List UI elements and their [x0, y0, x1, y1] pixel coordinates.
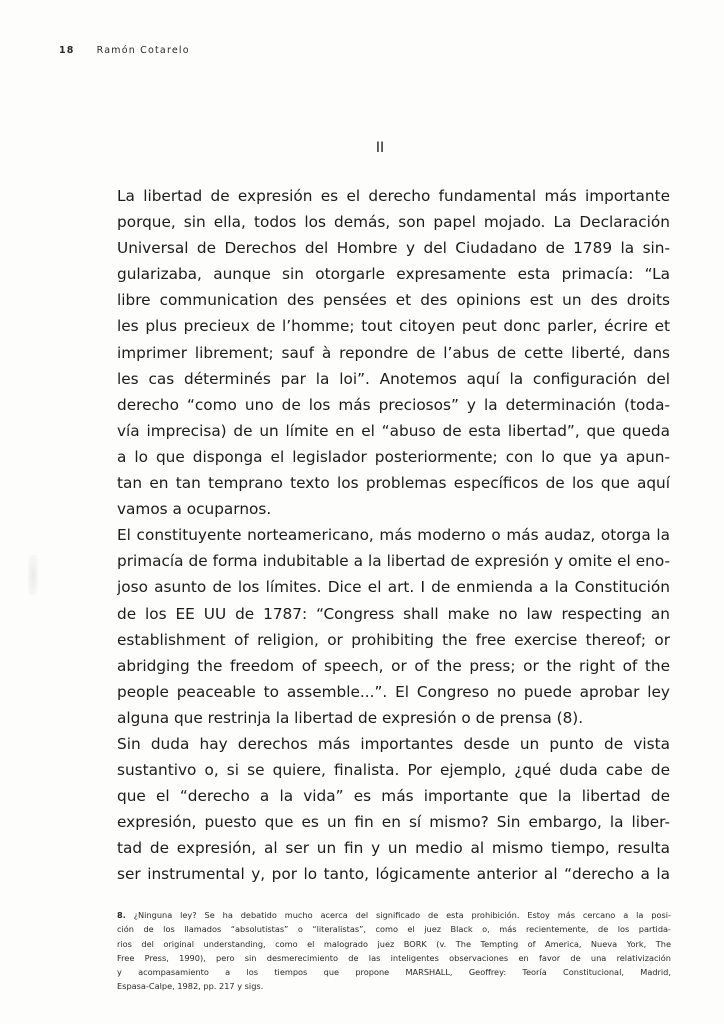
body-line: establishment of religion, or prohibiting the free exercise thereof; or [117, 630, 670, 649]
body-line: El constituyente norteamericano, más moderno o más audaz, otorga la [117, 526, 670, 545]
body-line: La libertad de expresión es el derecho fundamental más importante [117, 187, 670, 205]
body-line: gularizaba, aunque sin otorgarle expresamente esta primacía: “La [117, 265, 670, 284]
body-line: vamos a ocuparnos. [117, 500, 272, 519]
body-line: tad de expresión, al ser un fin y un medio al mismo tiempo, resulta [117, 839, 670, 858]
section-numeral: II [375, 140, 385, 156]
running-head-author: Ramón Cotarelo [96, 45, 190, 56]
body-line: imprimer librement; sauf à repondre de l’abus de cette liberté, dans [117, 343, 670, 362]
body-line: libre communication des pensées et des opinions est un des droits [117, 291, 670, 310]
footnote-line: Espasa-Calpe, 1982, pp. 217 y sigs. [117, 981, 264, 992]
body-line: vía imprecisa) de un límite en el “abuso de esta libertad”, que queda [117, 421, 670, 440]
footnote-number: 8. [117, 910, 126, 920]
body-line: abridging the freedom of speech, or of the press; or the right of the [117, 656, 670, 675]
footnote-line: ción de los llamados “absolutistas” o “literalistas”, como el juez Black o, más recientemente, de los partida- [117, 924, 671, 935]
body-text [117, 183, 670, 888]
body-line: tan en tan temprano texto los problemas específicos de los que aquí [117, 474, 670, 493]
body-line: Sin duda hay derechos más importantes desde un punto de vista [117, 734, 670, 753]
page-number: 18 [59, 45, 75, 56]
body-line: les plus precieux de l’homme; tout citoyen peut donc parler, écrire et [117, 317, 670, 336]
body-line: joso asunto de los límites. Dice el art. I de enmienda a la Constitución [117, 578, 670, 597]
body-line: primacía de forma indubitable a la libertad de expresión y omite el eno- [117, 552, 670, 571]
footnote-text: ¿Ninguna ley? Se ha debatido mucho acerca del significado de esta prohibición. Estoy más cercano a la posi- [133, 910, 671, 920]
body-line: Universal de Derechos del Hombre y del Ciudadano de 1789 la sin- [117, 239, 670, 258]
body-line: derecho “como uno de los más preciosos” y la determinación (toda- [117, 395, 670, 414]
footnote [117, 908, 671, 994]
footnote-line: Free Press, 1990), pero sin desmerecimiento de las inteligentes observaciones en favor de una relativización [117, 952, 671, 963]
footnote-line: y acompasamiento a los tiempos que propone MARSHALL, Geoffrey: Teoría Constitucional, Madrid, [117, 967, 671, 978]
body-line: porque, sin ella, todos los demás, son papel mojado. La Declaración [117, 213, 670, 232]
body-line: de los EE UU de 1787: “Congress shall make no law respecting an [117, 604, 670, 623]
body-line: alguna que restrinja la libertad de expresión o de prensa (8). [117, 708, 584, 727]
body-line: people peaceable to assemble...”. El Congreso no puede aprobar ley [117, 682, 670, 701]
body-line: a lo que disponga el legislador posteriormente; con lo que ya apun- [117, 447, 670, 466]
body-line: que el “derecho a la vida” es más importante que la libertad de [117, 787, 670, 806]
body-line: sustantivo o, si se quiere, finalista. Por ejemplo, ¿qué duda cabe de [117, 761, 670, 780]
footnote-line: rios del original understanding, como el malogrado juez BORK (v. The Tempting of America, Nueva York, The [117, 938, 671, 949]
body-line: ser instrumental y, por lo tanto, lógicamente anterior al “derecho a la [117, 865, 670, 884]
paper-smudge [28, 555, 38, 595]
running-head [59, 45, 190, 56]
body-line: expresión, puesto que es un fin en sí mismo? Sin embargo, la liber- [117, 813, 670, 832]
body-line: les cas déterminés par la loi”. Anotemos aquí la configuración del [117, 369, 670, 388]
footnote-line [117, 908, 671, 922]
